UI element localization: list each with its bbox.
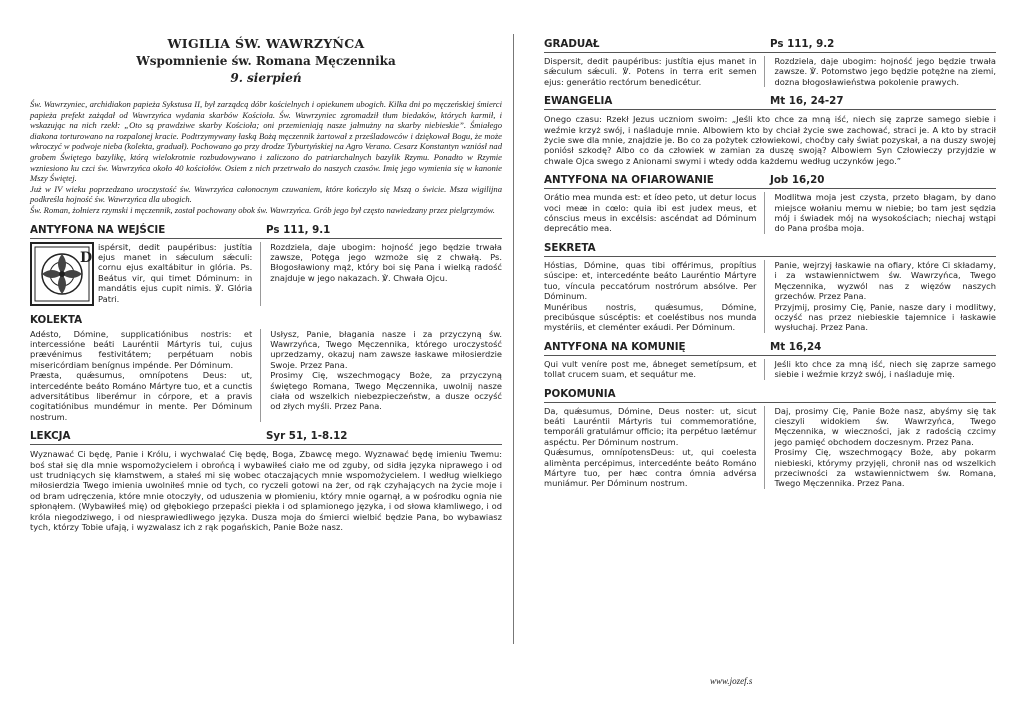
latin-text: ispérsit, dedit paupéribus: justítia ejus manet in sǽculum sǽculi: cornu ejus exaltábitur in glória. Ps. Beátus vir, qui timet Dóminum: in mandátis ejus cupit nimis. ℣. Glória Patri. — [98, 241, 253, 304]
sekreta-header — [544, 242, 996, 257]
page-date: 9. sierpień — [230, 71, 302, 85]
ofiarowanie-columns — [544, 192, 996, 234]
section-ref: Mt 16,24 — [770, 340, 822, 353]
polish-column — [261, 329, 502, 423]
section-label: POKOMUNIA — [544, 387, 616, 400]
latin-text: Præsta, quǽsumus, omnípotens Deus: ut, intercedénte beáto Románo Mártyre tuo, et a cunctis adversitátibus liberémur in córpore, et a pravis cogitatiónibus mundémur in mente. Per Dóminum nostrum. — [30, 370, 253, 422]
gospel-text: Onego czasu: Rzekł Jezus uczniom swoim: „Jeśli kto chce za mną iść, niech się zaprze samego siebie i weźmie krzyż swój, i naśladuje mnie. Albowiem kto by chciał życie swe zachować, straci je. A kto by stracił życie swe dla mnie, znajdzie je. Bo co za pożytek człowiekowi, choćby cały świat pozyskał, a na duszy swojej poniósł szkodę? Albo co da człowiek w zamian za duszę swoją? Albowiem Syn Człowieczy przyjdzie w chwale Ojca swego z Anionami swymi i wtedy odda każdemu według uczynków jego.” — [544, 114, 996, 166]
latin-column — [30, 242, 261, 306]
section-ref: Ps 111, 9.1 — [266, 223, 331, 236]
polish-column — [765, 192, 996, 234]
section-ref: Job 16,20 — [770, 174, 825, 187]
kolekta-header — [30, 314, 502, 326]
latin-text: Qui vult veníre post me, ábneget semetípsum, et tollat crucem suam, et sequátur me. — [544, 358, 757, 380]
polish-column — [765, 56, 996, 87]
section-label: SEKRETA — [544, 241, 596, 254]
antyfona-header — [30, 224, 502, 239]
title-block — [30, 36, 502, 85]
polish-text: Jeśli kto chce za mną iść, niech się zaprze samego siebie i weźmie krzyż swój, i naśladuje mię. — [774, 358, 996, 380]
lekcja-header — [30, 430, 502, 445]
page-subtitle: Wspomnienie św. Romana Męczennika — [136, 54, 396, 68]
polish-column — [765, 406, 996, 489]
section-label: EWANGELIA — [544, 95, 613, 108]
section-label: KOLEKTA — [30, 313, 83, 326]
latin-column — [30, 329, 261, 423]
section-label: GRADUAŁ — [544, 38, 600, 50]
intro-paragraph: Św. Roman, żołnierz rzymski i męczennik, został pochowany obok św. Wawrzyńca. Grób jego był często nawiedzany przez pielgrzymów. — [30, 204, 495, 215]
polish-column — [765, 260, 996, 333]
reading-text: Wyznawać Ci będę, Panie i Królu, i wychwalać Cię będę, Boga, Zbawcę mego. Wyznawać będę imieniu Twemu: boś stał się dla mnie wspomożycielem i obrońcą i wybawiłeś ciało me od zguby, od sidła języka niprawego i od ust trudniących się kłamstwem, a stałeś mi się wobec otaczających mnie wspomożycielem. I według wielkiego miłosierdzia Twego imienia uwolniłeś mnie od tych, co ryczeli gotowi na żer, od rąk czyhających na życie moje i od bram udręczenia, które mnie otoczyły, od uduszenia w płomieniu, który mnie ogarnął, a w pośrodku ognia nie spłonąłem. (Wybawiłeś mię) od głębokiego przepaści piekła i od splamionego języka, i od słowa kłamliwego, i od króla niegodziwego, i od niesprawiedliwego języka. Dusza moja do śmierci wielbić będzie Pana, bo wybawiasz tych, którzy Tobie ufają, i wyzwalasz ich z rąk pogańskich, Panie Boże nasz. — [30, 449, 502, 533]
section-label: ANTYFONA NA KOMUNIĘ — [544, 340, 686, 353]
ewangelia-text — [544, 114, 996, 166]
latin-text: Da, quǽsumus, Dómine, Deus noster: ut, sicut beáti Lauréntii Mártyris tui commemoratióne, temporáli gratulámur officio; ita perpétuo lætémur aspéctu. Per Dóminum nostrum. — [544, 405, 757, 447]
pokomunia-header — [544, 388, 996, 403]
section-label: LEKCJA — [30, 430, 71, 443]
gradual-header — [544, 38, 996, 53]
latin-column — [544, 359, 765, 380]
section-label: ANTYFONA NA OFIAROWANIE — [544, 174, 714, 187]
polish-text: Rozdziela, daje ubogim: hojność jego będzie trwała zawsze. ℣. Potomstwo jego będzie potężne na ziemi, dozna błogosławieństwa pokolenie prawych. — [774, 56, 996, 87]
komunia-header — [544, 341, 996, 356]
polish-text: Przyjmij, prosimy Cię, Panie, nasze dary i modlitwy, oczyść nas przez niebieskie tajemnice i łaskawie wysłuchaj. Przez Pana. — [774, 301, 996, 333]
lekcja-text — [30, 449, 502, 532]
page-divider — [513, 34, 514, 644]
latin-column — [544, 260, 765, 333]
section-ref: Syr 51, 1-8.12 — [266, 430, 348, 443]
section-ref: Mt 16, 24-27 — [770, 95, 844, 108]
latin-column — [544, 406, 765, 489]
section-label: ANTYFONA NA WEJŚCIE — [30, 223, 166, 236]
kolekta-columns — [30, 329, 502, 423]
left-page — [30, 0, 502, 724]
polish-text: Rozdziela, daje ubogim: hojność jego będzie trwała zawsze, Potęga jego wzmoże się z chwałą. Ps. Błogosławiony mąż, który boi się Pana i wielką radość znajduje w jego nakazach. ℣. Chwała Ojcu. — [270, 241, 502, 283]
gradual-columns — [544, 56, 996, 87]
komunia-columns — [544, 359, 996, 380]
page-title: WIGILIA ŚW. WAWRZYŃCA — [167, 36, 365, 51]
pokomunia-columns — [544, 406, 996, 489]
footer-url: www.jozef.s — [710, 676, 753, 686]
intro-text — [30, 99, 502, 216]
section-ref: Ps 111, 9.2 — [770, 38, 835, 50]
latin-text: Dispersit, dedit paupéribus: justítia ejus manet in sǽculum sǽculi. ℣. Potens in terra erit semen ejus: generátio rectórum benedicétur. — [544, 56, 757, 87]
ornamental-initial-icon — [30, 242, 94, 306]
drop-letter: D — [80, 249, 93, 266]
latin-text: Adésto, Dómine, supplicatiónibus nostris: et intercessióne beáti Lauréntii Mártyris tui, cujus prævénimus festivitátem; perpétuam nobis misericórdiam benígnus impénde. Per Dóminum. — [30, 328, 253, 370]
sekreta-columns — [544, 260, 996, 333]
polish-text: Usłysz, Panie, błagania nasze i za przyczyną św. Wawrzyńca, Twego Męczennika, którego uroczystość uprzedzamy, okazuj nam zawsze łaskawe miłosierdzie Swoje. Przez Pana. — [270, 328, 502, 370]
antyfona-columns — [30, 242, 502, 306]
intro-paragraph: Już w IV wieku poprzedzano uroczystość św. Wawrzyńca całonocnym czuwaniem, które kończyło się Mszą o świcie. Msza wigilijna podkreśla hojność św. Wawrzyńca dla ubogich. — [30, 183, 502, 205]
ewangelia-header — [544, 95, 996, 110]
polish-text: Modlitwa moja jest czysta, przeto błagam, by dano miejsce wołaniu memu w niebie; bo tam jest sędzia mój i świadek mój na wysokościach; niechaj wstąpi do Pana prośba moja. — [774, 192, 996, 234]
polish-column — [765, 359, 996, 380]
right-page — [544, 0, 996, 724]
polish-text: Daj, prosimy Cię, Panie Boże nasz, abyśmy się tak cieszyli widokiem św. Wawrzyńca, Twego Męczennika, w wieczności, jak z radością czcimy jego pamięć obchodem doczesnym. Przez Pana. — [774, 405, 996, 447]
ofiarowanie-header — [544, 174, 996, 189]
polish-text: Prosimy Cię, wszechmogący Boże, aby pokarm niebieski, którymy przyjęli, chronił nas od wszelkich przeciwności za wstawiennictwem św. Romana, Twego Męczennika. Przez Pana. — [774, 447, 996, 489]
latin-text: Hóstias, Dómine, quas tibi offérimus, propítius súscipe: et, intercedénte beáto Lauréntio Mártyre tuo, víncula peccatórum nostrórum absólve. Per Dóminum. — [544, 259, 757, 302]
latin-text: Quǽsumus, omnípotensDeus: ut, qui coelesta alimènta percépimus, intercedénte beáto Románo Mártyre tuo, per hæc contra ómnia advérsa muniámur. Per Dóminum nostrum. — [544, 447, 757, 489]
latin-text: Orátio mea munda est: et ídeo peto, ut detur locus voci meæ in cœlo: quia ibi est judex meus, et cónscius meus in excélsis: ascéndat ad Dóminum deprecátio mea. — [544, 192, 757, 234]
latin-column — [544, 56, 765, 87]
latin-column — [544, 192, 765, 234]
polish-column — [261, 242, 502, 306]
intro-paragraph: Św. Wawrzyniec, archidiakon papieża Sykstusa II, był zarządcą dóbr kościelnych i opiekunem ubogich. Kilka dni po męczeńskiej śmierci papieża prefekt zażądał od Wawrzyńca wydania skarbów Kościoła. Św. Wawrzyniec zgromadził tłum biedaków, których karmił, i wskazując na nich rzekł: „Oto są prawdziwe skarby Kościoła; oni przemieniają nasze jałmużny na skarby niebieskie”. Śmiałego diakona torturowano na rozpalonej kracie. Podtrzymywany łaską Bożą męczennik żartował z prześladowców i dziękował Bogu, że może wkroczyć w podwoje nieba (kolekta, graduał). Pochowano go przy drodze Tyburtyńskiej na Agro Verano. Cesarz Konstantyn wzniósł nad grobem Świętego bazylikę, którą wielokrotnie rozbudowywano i zaliczono do patriarchalnych bazylik Rzymu. Ponadto w Rzymie wzniesiono ku czci św. Wawrzyńca około 40 kościołów. Osiem z nich przetrwało do naszych czasów. Imię jego wymienia się w kanonie Mszy Świętej. — [30, 99, 502, 184]
latin-text: Munéribus nostris, quǽsumus, Dómine, precibúsque súscéptis: et coeléstibus nos munda mystériis, et cleménter exáudi. Per Dóminum. — [544, 301, 757, 333]
polish-text: Prosimy Cię, wszechmogący Boże, za przyczyną świętego Romana, Twego Męczennika, uwolnij nasze ciała od wszelkich niebezpieczeństw, a dusze oczyść od złych myśli. Przez Pana. — [270, 370, 502, 412]
polish-text: Panie, wejrzyj łaskawie na ofiary, które Ci składamy, i za wstawiennictwem św. Wawrzyńca, Twego Męczennika, wyzwól nas z więzów naszych grzechów. Przez Pana. — [774, 259, 996, 302]
